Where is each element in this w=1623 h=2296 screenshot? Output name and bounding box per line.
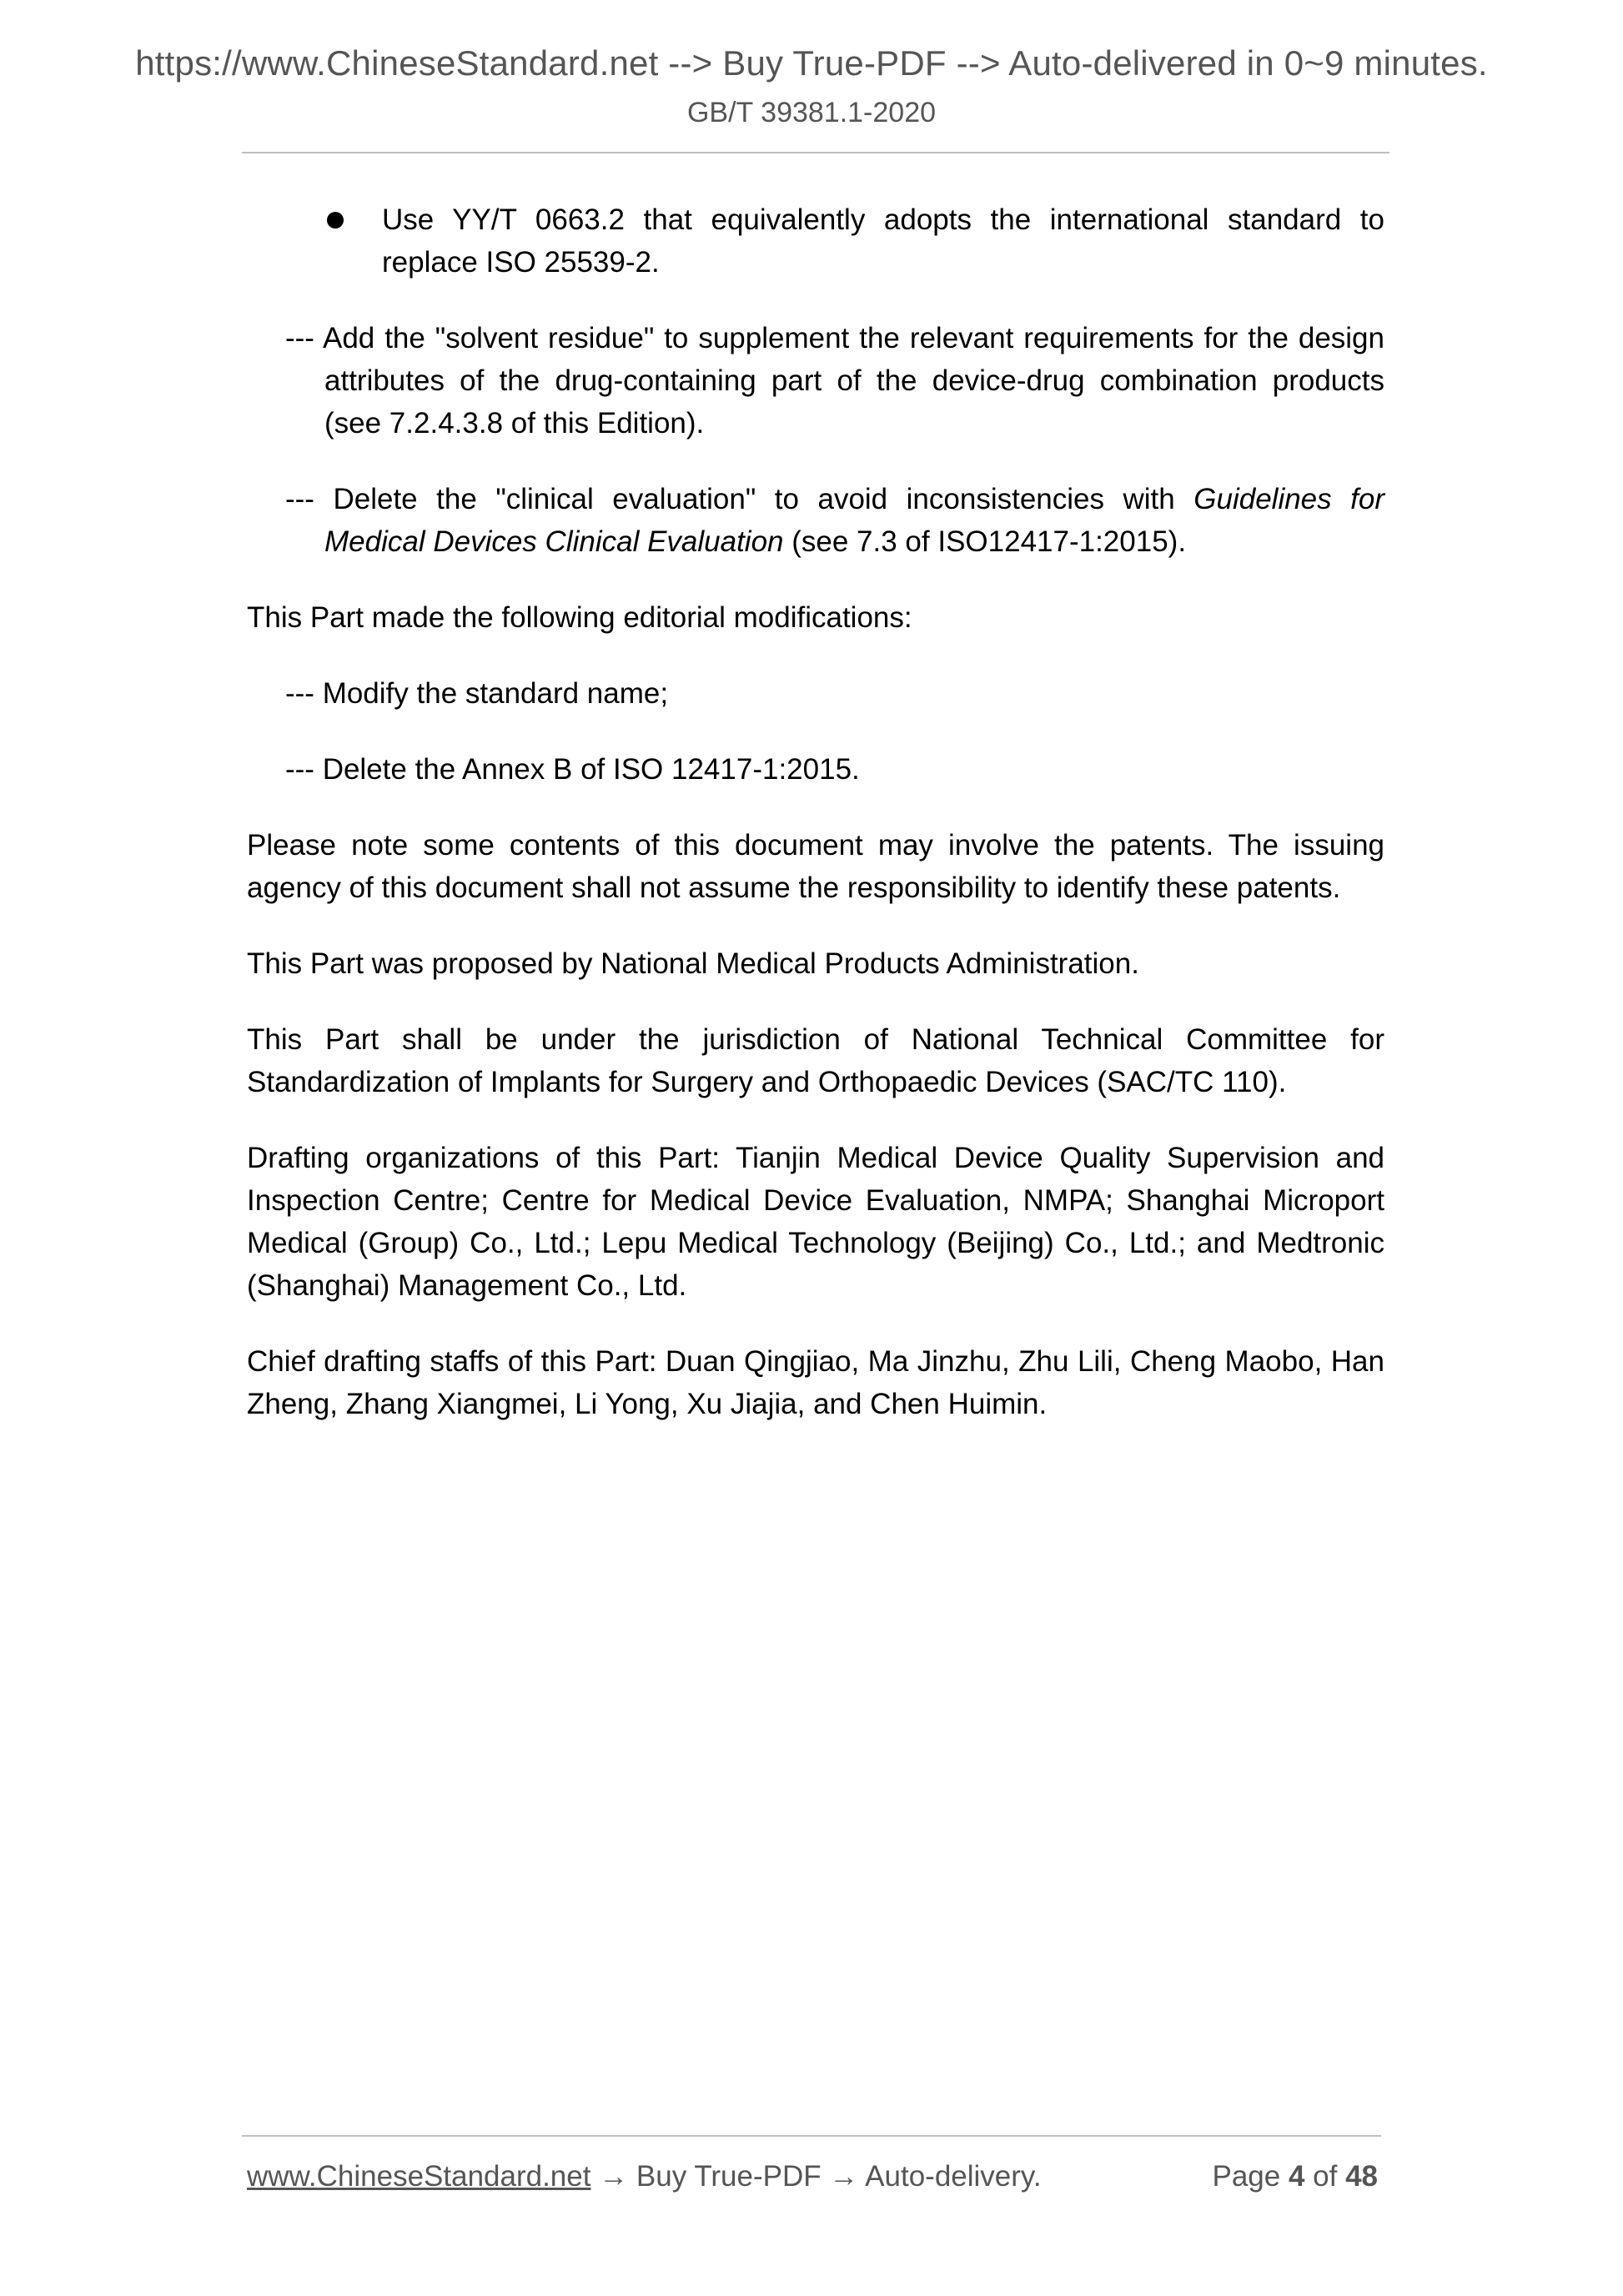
dash-item-annex-b: --- Delete the Annex B of ISO 12417-1:2015. — [285, 753, 860, 786]
current-page: 4 — [1288, 2160, 1305, 2193]
dash-item-solvent-residue: --- Add the "solvent residue" to supplement the relevant requirements for the design attributes of the drug-containing part of the device-drug combination products (see 7.2.4.3.8 of this Edition). — [285, 322, 1384, 440]
bullet-dot-icon — [327, 212, 344, 229]
dash-item-suffix: (see 7.3 of ISO12417-1:2015). — [783, 525, 1187, 558]
editorial-intro: This Part made the following editorial modifications: — [247, 601, 912, 634]
site-link[interactable]: www.ChineseStandard.net — [247, 2160, 591, 2193]
header-divider — [242, 152, 1389, 153]
footer-left — [247, 2160, 1042, 2193]
bullet-text: Use YY/T 0663.2 that equivalently adopts the international standard to replace ISO 25539-2. — [382, 203, 1384, 279]
jurisdiction: This Part shall be under the jurisdiction of National Technical Committee for Standardization of Implants for Surgery and Orthopaedic Devices (SAC/TC 110). — [247, 1023, 1384, 1098]
source-banner: https://www.ChineseStandard.net --> Buy True-PDF --> Auto-delivered in 0~9 minutes. — [135, 43, 1488, 83]
document-body — [247, 198, 1384, 1459]
bullet-item — [247, 198, 1384, 284]
document-code: GB/T 39381.1-2020 — [686, 97, 937, 128]
proposed-by: This Part was proposed by National Medical Products Administration. — [247, 947, 1139, 980]
of-label: of — [1304, 2160, 1346, 2193]
footer-tagline: → Buy True-PDF → Auto-delivery. — [590, 2160, 1042, 2193]
drafting-staff: Chief drafting staffs of this Part: Duan Qingjiao, Ma Jinzhu, Zhu Lili, Cheng Maobo, Han Zheng, Zhang Xiangmei, Li Yong, Xu Jiajia, and Chen Huimin. — [247, 1345, 1384, 1420]
guideline-title: Guidelines for Medical Devices Clinical Evaluation — [324, 483, 1384, 558]
dash-item-standard-name: --- Modify the standard name; — [285, 677, 669, 710]
drafting-organizations: Drafting organizations of this Part: Tianjin Medical Device Quality Supervision and Inspection Centre; Centre for Medical Device Evaluation, NMPA; Shanghai Microport Medical (Group) Co., Ltd.; Lepu Medical Technology (Beijing) Co., Ltd.; and Medtronic (Shanghai) Management Co., Ltd. — [247, 1142, 1384, 1302]
page-number — [1212, 2160, 1378, 2193]
total-pages: 48 — [1345, 2160, 1378, 2193]
dash-item-clinical-evaluation — [247, 478, 1384, 563]
page-label: Page — [1212, 2160, 1289, 2193]
footer-divider — [242, 2135, 1381, 2137]
dash-item-prefix: --- Delete the "clinical evaluation" to avoid inconsistencies with — [285, 483, 1194, 515]
patent-note: Please note some contents of this document may involve the patents. The issuing agency of this document shall not assume the responsibility to identify these patents. — [247, 829, 1384, 904]
